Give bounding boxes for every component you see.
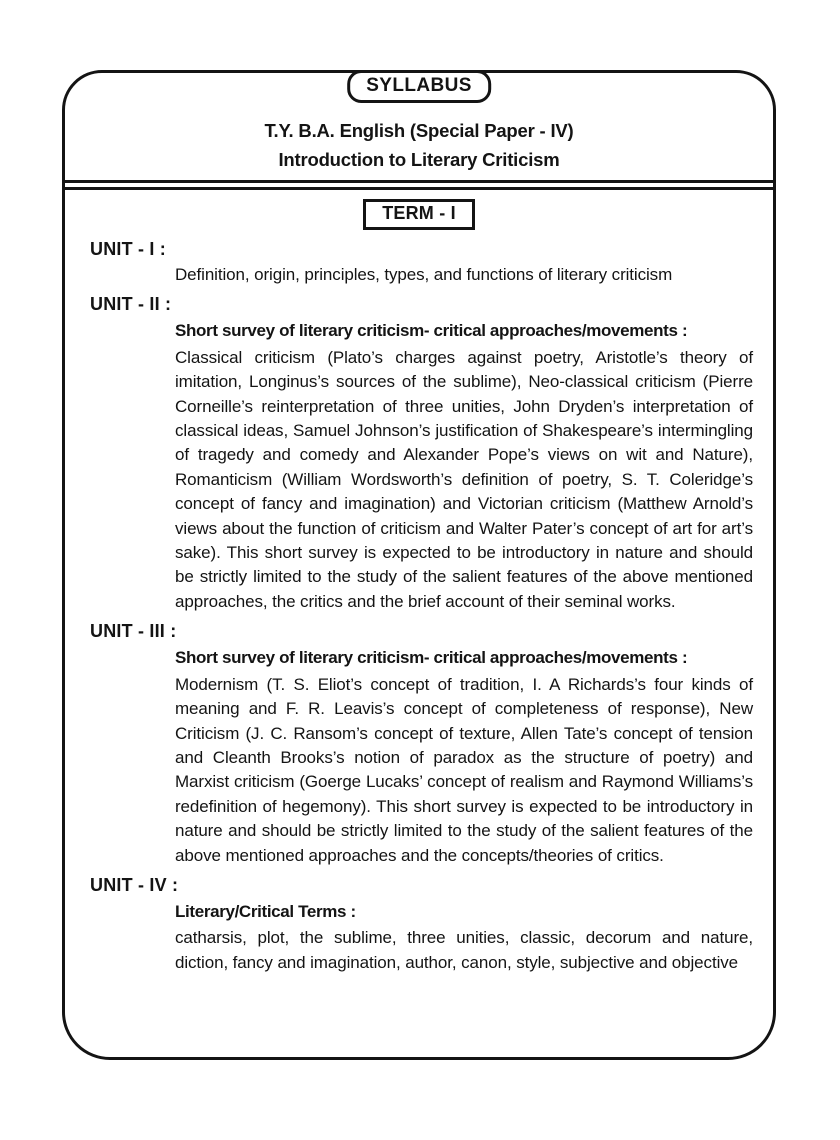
unit-2-body: Classical criticism (Plato’s charges against poetry, Aristotle’s theory of imitation, Longinus’s sources of the sublime), Neo-classical criticism (Pierre Corneille’s reinterpretation of three unities, John Dryden’s interpretation of classical ideas, Samuel Johnson’s justification of Shakespeare’s intermingling of tragedy and comedy and Alexander Pope’s views on wit and Nature), Romanticism (William Wordsworth’s definition of poetry, S. T. Coleridge’s concept of fancy and imagination) and Victorian criticism (Matthew Arnold’s views about the function of criticism and Walter Pater’s concept of art for art’s sake). This short survey is expected to be introductory in nature and should be strictly limited to the study of the salient features of the above mentioned approaches, the critics and the brief account of their seminal works. <box>175 347 753 611</box>
course-title: T.Y. B.A. English (Special Paper - IV) <box>264 120 574 141</box>
term-title: TERM - I <box>363 199 475 230</box>
syllabus-frame <box>62 70 776 1060</box>
unit-1-label: UNIT - I : <box>90 239 166 259</box>
double-rule-divider <box>65 180 773 190</box>
unit-3-label: UNIT - III : <box>90 621 177 642</box>
unit-section-1 <box>90 237 753 287</box>
unit-3-content <box>175 646 753 868</box>
unit-4-label: UNIT - IV : <box>90 874 179 895</box>
course-subtitle: Introduction to Literary Criticism <box>278 149 560 170</box>
unit-section-3 <box>90 619 753 868</box>
unit-4-body: catharsis, plot, the sublime, three unities, classic, decorum and nature, diction, fancy and imagination, author, canon, style, subjective and objective <box>175 928 753 972</box>
unit-3-body: Modernism (T. S. Eliot’s concept of tradition, I. A Richards’s four kinds of meaning and F. R. Leavis’s concept of completeness of response), New Criticism (J. C. Ransom’s concept of texture, Allen Tate’s concept of tension and Cleanth Brooks’s notion of paradox as the structure of poetry) and Marxist criticism (Goerge Lucaks’ concept of realism and Raymond Williams’s redefinition of hegemony). This short survey is expected to be introductory in nature and should be strictly limited to the study of the salient features of the above mentioned approaches and the concepts/theories of critics. <box>175 674 753 865</box>
unit-1-body: Definition, origin, principles, types, and functions of literary criticism <box>175 265 673 284</box>
unit-3-heading: Short survey of literary criticism- critical approaches/movements : <box>175 648 688 668</box>
unit-section-2 <box>90 292 753 614</box>
units-list <box>65 230 773 975</box>
unit-section-4 <box>90 873 753 975</box>
unit-4-content <box>175 900 753 975</box>
unit-2-heading: Short survey of literary criticism- critical approaches/movements : <box>175 321 688 341</box>
unit-4-heading: Literary/Critical Terms : <box>175 901 356 921</box>
unit-2-label: UNIT - II : <box>90 294 172 315</box>
unit-1-content <box>175 263 753 287</box>
unit-2-content <box>175 319 753 614</box>
syllabus-badge: SYLLABUS <box>347 70 491 103</box>
